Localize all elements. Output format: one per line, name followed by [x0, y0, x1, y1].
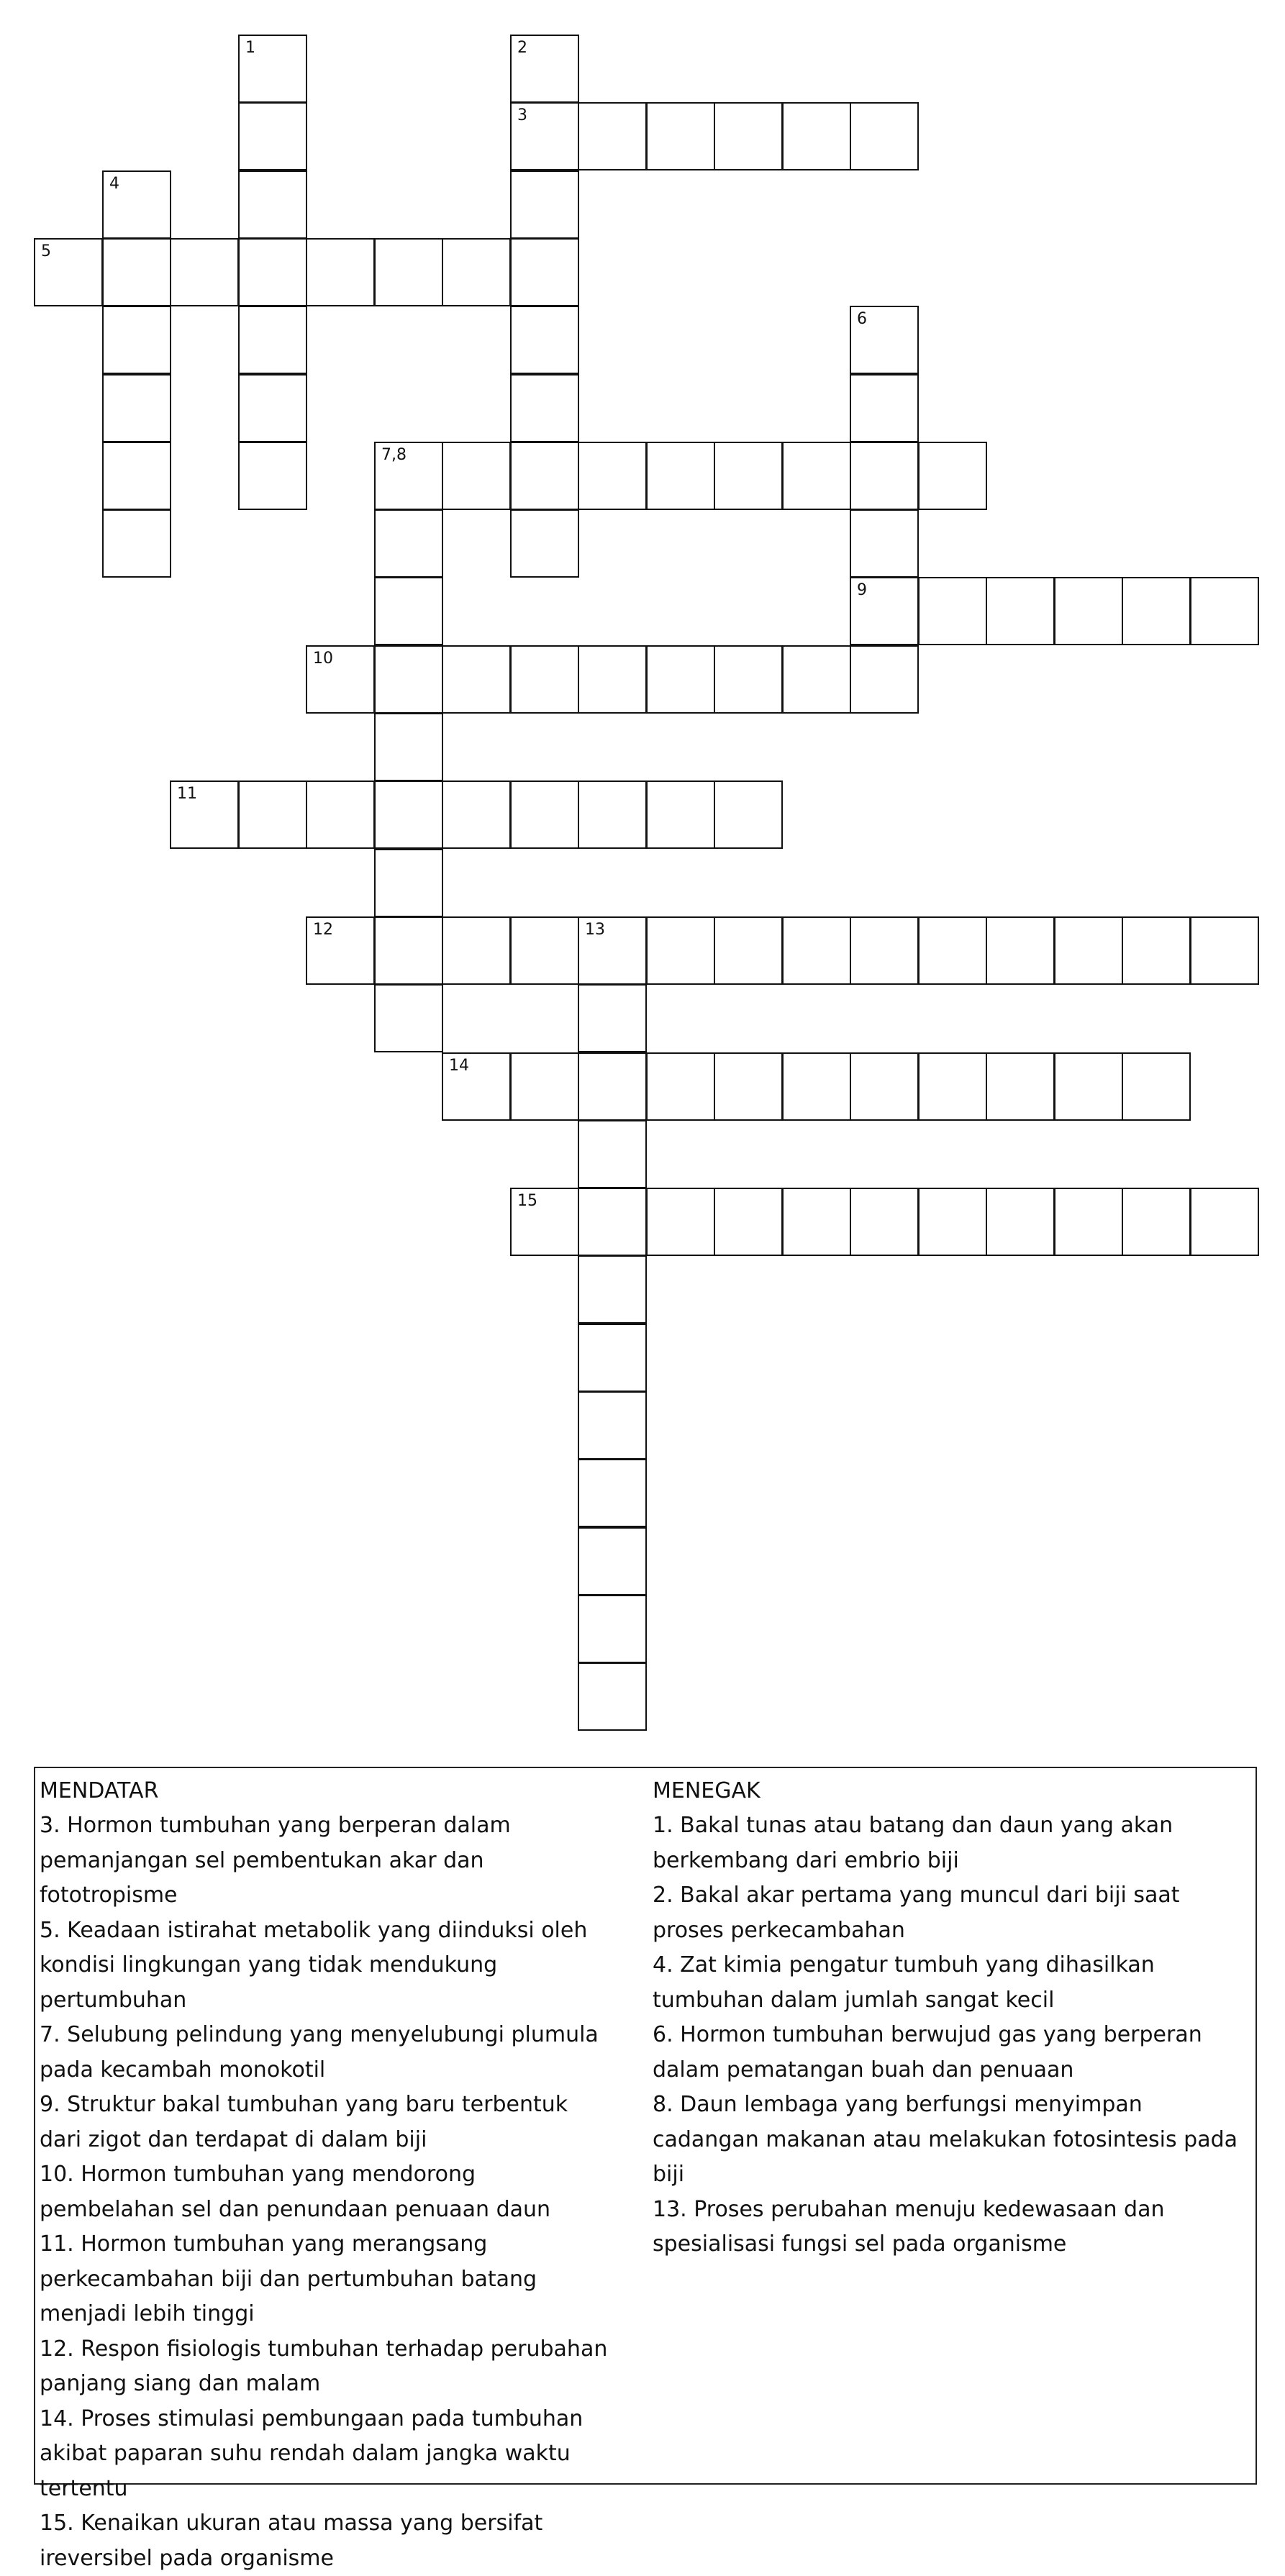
grid-cell[interactable]: [850, 442, 919, 510]
grid-cell[interactable]: [782, 1052, 851, 1121]
grid-cell[interactable]: [850, 1188, 919, 1256]
clue-box: [34, 1767, 1257, 2571]
clue-number: 5: [41, 242, 51, 260]
grid-cell[interactable]: [578, 1459, 647, 1527]
grid-cell[interactable]: [986, 1052, 1055, 1121]
grid-cell[interactable]: [578, 1391, 647, 1460]
grid-cell[interactable]: [850, 577, 919, 645]
grid-cell[interactable]: [238, 780, 307, 849]
grid-cell[interactable]: [1122, 1052, 1191, 1121]
grid-cell[interactable]: [578, 1120, 647, 1188]
grid-cell[interactable]: [578, 1324, 647, 1392]
grid-cell[interactable]: [510, 170, 579, 239]
grid-cell[interactable]: [238, 442, 307, 510]
grid-cell[interactable]: [646, 916, 715, 985]
grid-cell[interactable]: [918, 577, 987, 645]
grid-cell[interactable]: [850, 374, 919, 442]
grid-cell[interactable]: [850, 306, 919, 374]
grid-cell[interactable]: [510, 780, 579, 849]
grid-cell[interactable]: [442, 442, 511, 510]
grid-cell[interactable]: [578, 1052, 647, 1121]
grid-cell[interactable]: [918, 1052, 987, 1121]
down-clue-1: 1. Bakal tunas atau batang dan daun yang akan berkembang dari embrio biji: [653, 1813, 1173, 1873]
grid-cell[interactable]: [374, 577, 443, 645]
grid-cell[interactable]: [578, 1662, 647, 1731]
grid-cell[interactable]: [646, 102, 715, 170]
grid-cell[interactable]: [1054, 916, 1123, 985]
grid-cell[interactable]: [442, 1052, 511, 1121]
grid-cell[interactable]: [1190, 916, 1259, 985]
grid-cell[interactable]: [850, 1052, 919, 1121]
clue-number: 7,8: [381, 446, 407, 464]
grid-cell[interactable]: [850, 509, 919, 578]
grid-cell[interactable]: [578, 1255, 647, 1324]
grid-cell[interactable]: [442, 916, 511, 985]
clue-number: 2: [517, 39, 527, 57]
across-heading: MENDATAR: [40, 1778, 159, 1803]
grid-cell[interactable]: [714, 1188, 783, 1256]
grid-cell[interactable]: [578, 102, 647, 170]
grid-cell[interactable]: [646, 1188, 715, 1256]
grid-cell[interactable]: [374, 849, 443, 917]
across-clue-9: 9. Struktur bakal tumbuhan yang baru terbentuk dari zigot dan terdapat di dalam biji: [40, 2092, 568, 2152]
grid-cell[interactable]: [34, 238, 103, 306]
grid-cell[interactable]: [1054, 577, 1123, 645]
clue-number: 10: [313, 650, 333, 668]
clue-number: 6: [857, 310, 867, 328]
down-clues: [653, 1774, 1250, 2262]
grid-cell[interactable]: [578, 780, 647, 849]
across-clue-10: 10. Hormon tumbuhan yang mendorong pembelahan sel dan penundaan penuaan daun: [40, 2162, 551, 2222]
grid-cell[interactable]: [714, 645, 783, 714]
grid-cell[interactable]: [782, 916, 851, 985]
grid-cell[interactable]: [986, 577, 1055, 645]
grid-cell[interactable]: [374, 238, 443, 306]
grid-cell[interactable]: [374, 984, 443, 1052]
grid-cell[interactable]: [442, 780, 511, 849]
grid-cell[interactable]: [306, 238, 375, 306]
across-clue-11: 11. Hormon tumbuhan yang merangsang perkecambahan biji dan pertumbuhan batang menjadi lebih tinggi: [40, 2231, 537, 2326]
grid-cell[interactable]: [102, 442, 171, 510]
grid-cell[interactable]: [714, 916, 783, 985]
clue-number: 4: [109, 175, 119, 193]
grid-cell[interactable]: [714, 102, 783, 170]
grid-cell[interactable]: [374, 780, 443, 849]
grid-cell[interactable]: [510, 916, 579, 985]
across-clues: [40, 1774, 615, 2576]
grid-cell[interactable]: [1190, 1188, 1259, 1256]
grid-cell[interactable]: [782, 442, 851, 510]
down-clue-6: 6. Hormon tumbuhan berwujud gas yang berperan dalam pematangan buah dan penuaan: [653, 2022, 1202, 2083]
grid-cell[interactable]: [442, 645, 511, 714]
grid-cell[interactable]: [714, 780, 783, 849]
clue-number: 14: [449, 1057, 469, 1075]
down-clue-4: 4. Zat kimia pengatur tumbuh yang dihasilkan tumbuhan dalam jumlah sangat kecil: [653, 1952, 1155, 2013]
grid-cell[interactable]: [1054, 1188, 1123, 1256]
grid-cell[interactable]: [1054, 1052, 1123, 1121]
grid-cell[interactable]: [1122, 1188, 1191, 1256]
grid-cell[interactable]: [238, 170, 307, 239]
grid-cell[interactable]: [510, 102, 579, 170]
grid-cell[interactable]: [170, 238, 239, 306]
grid-cell[interactable]: [510, 509, 579, 578]
grid-cell[interactable]: [238, 374, 307, 442]
grid-cell[interactable]: [102, 374, 171, 442]
grid-cell[interactable]: [306, 916, 375, 985]
grid-cell[interactable]: [850, 916, 919, 985]
grid-cell[interactable]: [646, 1052, 715, 1121]
grid-cell[interactable]: [306, 780, 375, 849]
across-clue-15: 15. Kenaikan ukuran atau massa yang bersifat ireversibel pada organisme: [40, 2511, 543, 2571]
across-clue-12: 12. Respon fisiologis tumbuhan terhadap perubahan panjang siang dan malam: [40, 2336, 608, 2396]
grid-cell[interactable]: [1190, 577, 1259, 645]
grid-cell[interactable]: [714, 1052, 783, 1121]
grid-cell[interactable]: [510, 645, 579, 714]
grid-cell[interactable]: [374, 645, 443, 714]
clue-number: 3: [517, 106, 527, 124]
grid-cell[interactable]: [374, 713, 443, 781]
grid-cell[interactable]: [238, 238, 307, 306]
grid-cell[interactable]: [510, 238, 579, 306]
grid-cell[interactable]: [782, 102, 851, 170]
clue-number: 11: [177, 785, 197, 803]
across-clue-3: 3. Hormon tumbuhan yang berperan dalam pemanjangan sel pembentukan akar dan fototropisme: [40, 1813, 511, 1908]
grid-cell[interactable]: [918, 916, 987, 985]
grid-cell[interactable]: [374, 442, 443, 510]
grid-cell[interactable]: [510, 374, 579, 442]
across-clue-5: 5. Keadaan istirahat metabolik yang diinduksi oleh kondisi lingkungan yang tidak mendukung pertumbuhan: [40, 1917, 588, 2013]
grid-cell[interactable]: [510, 1188, 579, 1256]
down-heading: MENEGAK: [653, 1778, 760, 1803]
grid-cell[interactable]: [510, 35, 579, 103]
grid-cell[interactable]: [578, 916, 647, 985]
grid-cell[interactable]: [510, 1052, 579, 1121]
grid-cell[interactable]: [850, 645, 919, 714]
grid-cell[interactable]: [918, 1188, 987, 1256]
clue-number: 15: [517, 1192, 537, 1210]
grid-cell[interactable]: [238, 35, 307, 103]
grid-cell[interactable]: [1122, 916, 1191, 985]
clue-number: 9: [857, 581, 867, 599]
grid-cell[interactable]: [102, 170, 171, 239]
grid-cell[interactable]: [578, 442, 647, 510]
grid-cell[interactable]: [646, 780, 715, 849]
grid-cell[interactable]: [578, 1188, 647, 1256]
grid-cell[interactable]: [986, 1188, 1055, 1256]
grid-cell[interactable]: [442, 238, 511, 306]
grid-cell[interactable]: [238, 102, 307, 170]
down-clue-13: 13. Proses perubahan menuju kedewasaan dan spesialisasi fungsi sel pada organisme: [653, 2196, 1165, 2257]
grid-cell[interactable]: [1122, 577, 1191, 645]
clue-number: 1: [245, 39, 255, 57]
grid-cell[interactable]: [646, 645, 715, 714]
clue-number: 13: [585, 921, 605, 939]
grid-cell[interactable]: [918, 442, 987, 510]
grid-cell[interactable]: [986, 916, 1055, 985]
grid-cell[interactable]: [306, 645, 375, 714]
grid-cell[interactable]: [578, 1595, 647, 1663]
down-clue-2: 2. Bakal akar pertama yang muncul dari biji saat proses perkecambahan: [653, 1883, 1180, 1943]
grid-cell[interactable]: [102, 238, 171, 306]
across-clue-14: 14. Proses stimulasi pembungaan pada tumbuhan akibat paparan suhu rendah dalam jangka waktu tertentu: [40, 2406, 584, 2501]
grid-cell[interactable]: [170, 780, 239, 849]
clue-number: 12: [313, 921, 333, 939]
grid-cell[interactable]: [102, 306, 171, 374]
across-clue-7: 7. Selubung pelindung yang menyelubungi plumula pada kecambah monokotil: [40, 2022, 599, 2083]
grid-cell[interactable]: [782, 1188, 851, 1256]
down-clue-8: 8. Daun lembaga yang berfungsi menyimpan cadangan makanan atau melakukan fotosintesis pada biji: [653, 2092, 1238, 2187]
grid-cell[interactable]: [578, 1527, 647, 1596]
grid-cell[interactable]: [510, 442, 579, 510]
grid-cell[interactable]: [850, 102, 919, 170]
grid-cell[interactable]: [578, 984, 647, 1052]
grid-cell[interactable]: [646, 442, 715, 510]
grid-cell[interactable]: [782, 645, 851, 714]
grid-cell[interactable]: [374, 509, 443, 578]
grid-cell[interactable]: [578, 645, 647, 714]
grid-cell[interactable]: [714, 442, 783, 510]
grid-cell[interactable]: [510, 306, 579, 374]
grid-cell[interactable]: [102, 509, 171, 578]
grid-cell[interactable]: [374, 916, 443, 985]
grid-cell[interactable]: [238, 306, 307, 374]
